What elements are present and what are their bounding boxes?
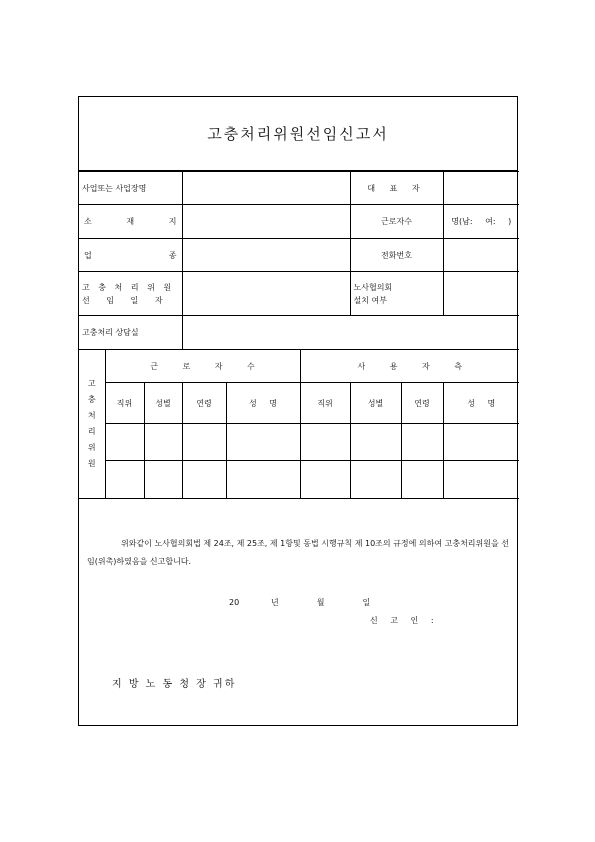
col-name-1: 성 명 <box>226 383 300 424</box>
field-counseling-room[interactable] <box>182 316 519 350</box>
cell-input[interactable] <box>401 461 443 499</box>
field-phone[interactable] <box>443 239 519 272</box>
col-age-2: 연령 <box>401 383 443 424</box>
col-name-2: 성 명 <box>443 383 519 424</box>
label-appointment-date: 고 충 처 리 위 원 선 임 일 자 <box>79 272 182 316</box>
col-position-1: 직위 <box>105 383 144 424</box>
table-row <box>79 461 519 499</box>
cell-input[interactable] <box>443 424 519 461</box>
cell-input[interactable] <box>105 461 144 499</box>
label-council: 노사협의회 설치 여부 <box>350 272 443 316</box>
cell-input[interactable] <box>182 424 226 461</box>
group-workers: 근 로 자 수 <box>105 350 300 383</box>
field-council[interactable] <box>443 272 519 316</box>
label-worker-count: 근로자수 <box>350 205 443 239</box>
col-position-2: 직위 <box>300 383 350 424</box>
col-age-1: 연령 <box>182 383 226 424</box>
label-business-name: 사업또는 사업장명 <box>79 172 182 205</box>
cell-input[interactable] <box>300 461 350 499</box>
form-title: 고충처리위원선임신고서 <box>207 125 389 143</box>
label-phone: 전화번호 <box>350 239 443 272</box>
row-committee-columns <box>79 383 519 424</box>
title-box <box>79 97 517 171</box>
col-gender-2: 성별 <box>350 383 401 424</box>
field-worker-count[interactable]: 명(남: 여: ) <box>443 205 519 239</box>
cell-input[interactable] <box>350 424 401 461</box>
field-business-name[interactable] <box>182 172 350 205</box>
row-committee-groups <box>79 350 519 383</box>
label-address: 소 재 지 <box>79 205 182 239</box>
report-form <box>78 96 518 726</box>
cell-input[interactable] <box>443 461 519 499</box>
reporter-label: 신 고 인 : <box>370 616 439 625</box>
cell-input[interactable] <box>144 424 182 461</box>
field-industry[interactable] <box>182 239 350 272</box>
cell-input[interactable] <box>182 461 226 499</box>
row-counseling <box>79 316 519 350</box>
col-gender-1: 성별 <box>144 383 182 424</box>
cell-input[interactable] <box>350 461 401 499</box>
cell-input[interactable] <box>300 424 350 461</box>
cell-input[interactable] <box>226 461 300 499</box>
label-industry: 업 종 <box>79 239 182 272</box>
declaration-area <box>79 500 517 727</box>
cell-input[interactable] <box>226 424 300 461</box>
row-industry <box>79 239 519 272</box>
row-address <box>79 205 519 239</box>
field-appointment-date[interactable] <box>182 272 350 316</box>
label-counseling-room: 고충처리 상담실 <box>79 316 182 350</box>
cell-input[interactable] <box>401 424 443 461</box>
label-representative: 대 표 자 <box>350 172 443 205</box>
row-appointment <box>79 272 519 316</box>
cell-input[interactable] <box>105 424 144 461</box>
field-representative[interactable] <box>443 172 519 205</box>
field-address[interactable] <box>182 205 350 239</box>
declaration-statement: 위와같이 노사협의회법 제 24조, 제 25조, 제 1항및 동법 시행규칙 제 10조의 규정에 의하여 고충처리위원을 선임(위촉)하였음을 신고합니다. <box>87 539 509 566</box>
addressee: 지 방 노 동 청 장 귀하 <box>112 679 237 690</box>
committee-side-label: 고 충 처 리 위 원 <box>79 350 105 499</box>
form-table <box>79 171 519 499</box>
cell-input[interactable] <box>144 461 182 499</box>
table-row <box>79 424 519 461</box>
report-date: 20 년 월 일 <box>229 598 371 607</box>
group-employer: 사 용 자 측 <box>300 350 519 383</box>
row-business <box>79 172 519 205</box>
